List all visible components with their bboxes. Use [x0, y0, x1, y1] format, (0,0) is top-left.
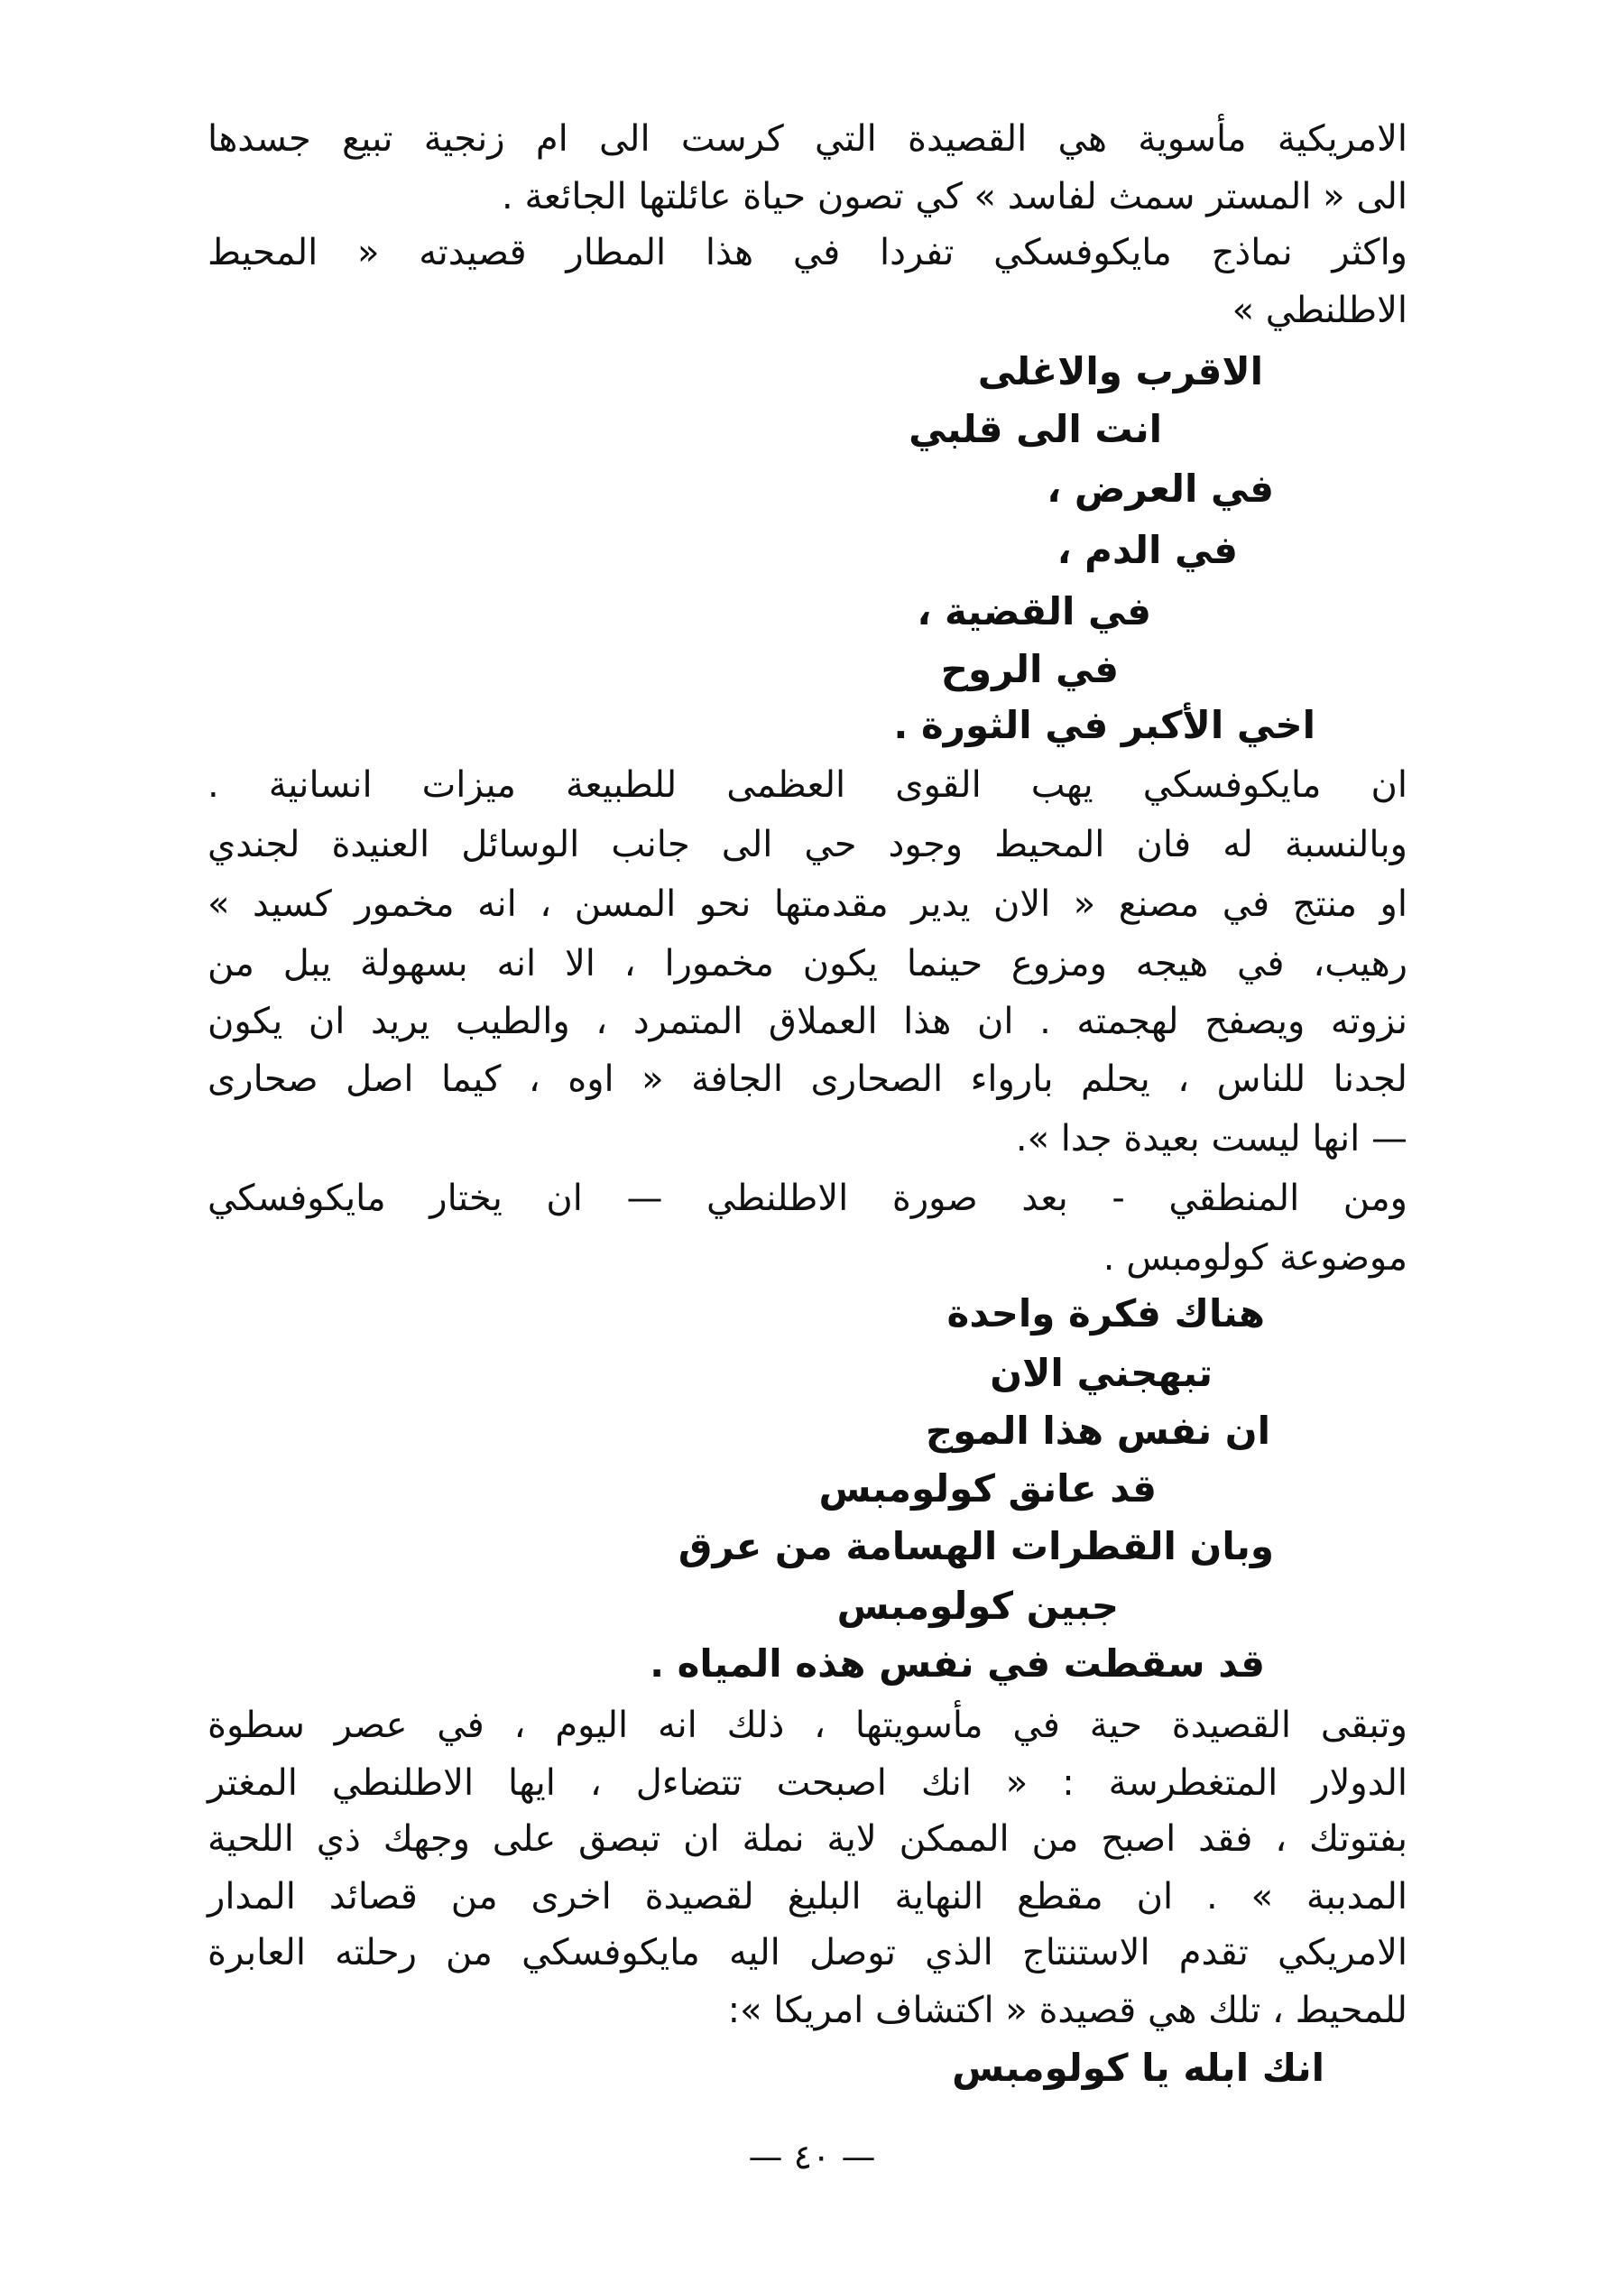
paragraph-3-line-7: — انها ليست بعيدة جدا ». [1015, 1118, 1407, 1160]
verse-2-line-5: وبان القطرات الهسامة من عرق [678, 1524, 1274, 1568]
paragraph-5-line-6: للمحيط ، تلك هي قصيدة « اكتشاف امريكا »: [727, 1990, 1407, 2031]
paragraph-3-line-4: رهيب، في هيجه ومزوع حينما يكون مخمورا ، الا انه بسهولة يبل من [208, 943, 1407, 984]
verse-1-line-1: الاقرب والاغلى [977, 349, 1263, 393]
paragraph-3-line-3: او منتج في مصنع « الان يدير مقدمتها نحو المسن ، انه مخمور كسيد » [208, 883, 1407, 925]
paragraph-3-line-2: وبالنسبة له فان المحيط وجود حي الى جانب الوسائل العنيدة لجندي [208, 824, 1407, 865]
verse-2-line-4: قد عانق كولومبس [818, 1466, 1157, 1511]
paragraph-3-line-5: نزوته ويصفح لهجمته . ان هذا العملاق المتمرد ، والطيب يريد ان يكون [208, 1001, 1407, 1042]
verse-1-line-4: في الدم ، [1057, 528, 1238, 572]
paragraph-5-line-5: الامريكي تقدم الاستنتاج الذي توصل اليه مايكوفسكي من رحلته العابرة [208, 1932, 1407, 1973]
paragraph-1-line-1: الامريكية مأسوية هي القصيدة التي كرست الى ام زنجية تبيع جسدها [208, 118, 1407, 160]
paragraph-3-line-6: لجدنا للناس ، يحلم بارواء الصحارى الجافة « اوه ، كيما اصل صحارى [208, 1058, 1407, 1100]
paragraph-2-line-1: واكثر نماذج مايكوفسكي تفردا في هذا المطار قصيدته « المحيط [208, 232, 1407, 273]
verse-1-line-6: في الروح [940, 647, 1119, 691]
verse-1-line-3: في العرض ، [1047, 467, 1274, 511]
verse-1-line-7: اخي الأكبر في الثورة . [893, 703, 1315, 747]
verse-2-line-3: ان نفس هذا الموج [925, 1409, 1270, 1453]
paragraph-5-line-4: المدببة » . ان مقطع النهاية البليغ لقصيدة اخرى من قصائد المدار [208, 1876, 1407, 1918]
verse-1-line-5: في القضية ، [917, 589, 1151, 633]
paragraph-5-line-1: وتبقى القصيدة حية في مأسويتها ، ذلك انه اليوم ، في عصر سطوة [208, 1705, 1407, 1746]
paragraph-4-line-1: ومن المنطقي - بعد صورة الاطلنطي — ان يختار مايكوفسكي [208, 1178, 1407, 1219]
paragraph-3-line-1: ان مايكوفسكي يهب القوى العظمى للطبيعة ميزات انسانية . [208, 764, 1407, 806]
paragraph-5-line-3: بفتوتك ، فقد اصبح من الممكن لاية نملة ان تبصق على وجهك ذي اللحية [208, 1818, 1407, 1860]
verse-3-line-1: انك ابله يا كولومبس [952, 2046, 1324, 2090]
paragraph-4-line-2: موضوعة كولومبس . [1103, 1237, 1407, 1279]
paragraph-5-line-2: الدولار المتغطرسة : « انك اصبحت تتضاءل ، ايها الاطلنطي المغتر [208, 1762, 1407, 1804]
paragraph-1-line-2: الى « المستر سمث لفاسد » كي تصون حياة عائلتها الجائعة . [502, 176, 1407, 217]
verse-2-line-6: جبين كولومبس [836, 1584, 1119, 1628]
paragraph-2-line-2: الاطلنطي » [1232, 290, 1407, 331]
verse-2-line-2: تبهجني الان [990, 1351, 1213, 1395]
verse-2-line-7: قد سقطت في نفس هذه المياه . [650, 1641, 1265, 1686]
page-number: — ٤٠ — [748, 2137, 876, 2176]
verse-2-line-1: هناك فكرة واحدة [946, 1291, 1265, 1335]
verse-1-line-2: انت الى قلبي [909, 407, 1162, 451]
